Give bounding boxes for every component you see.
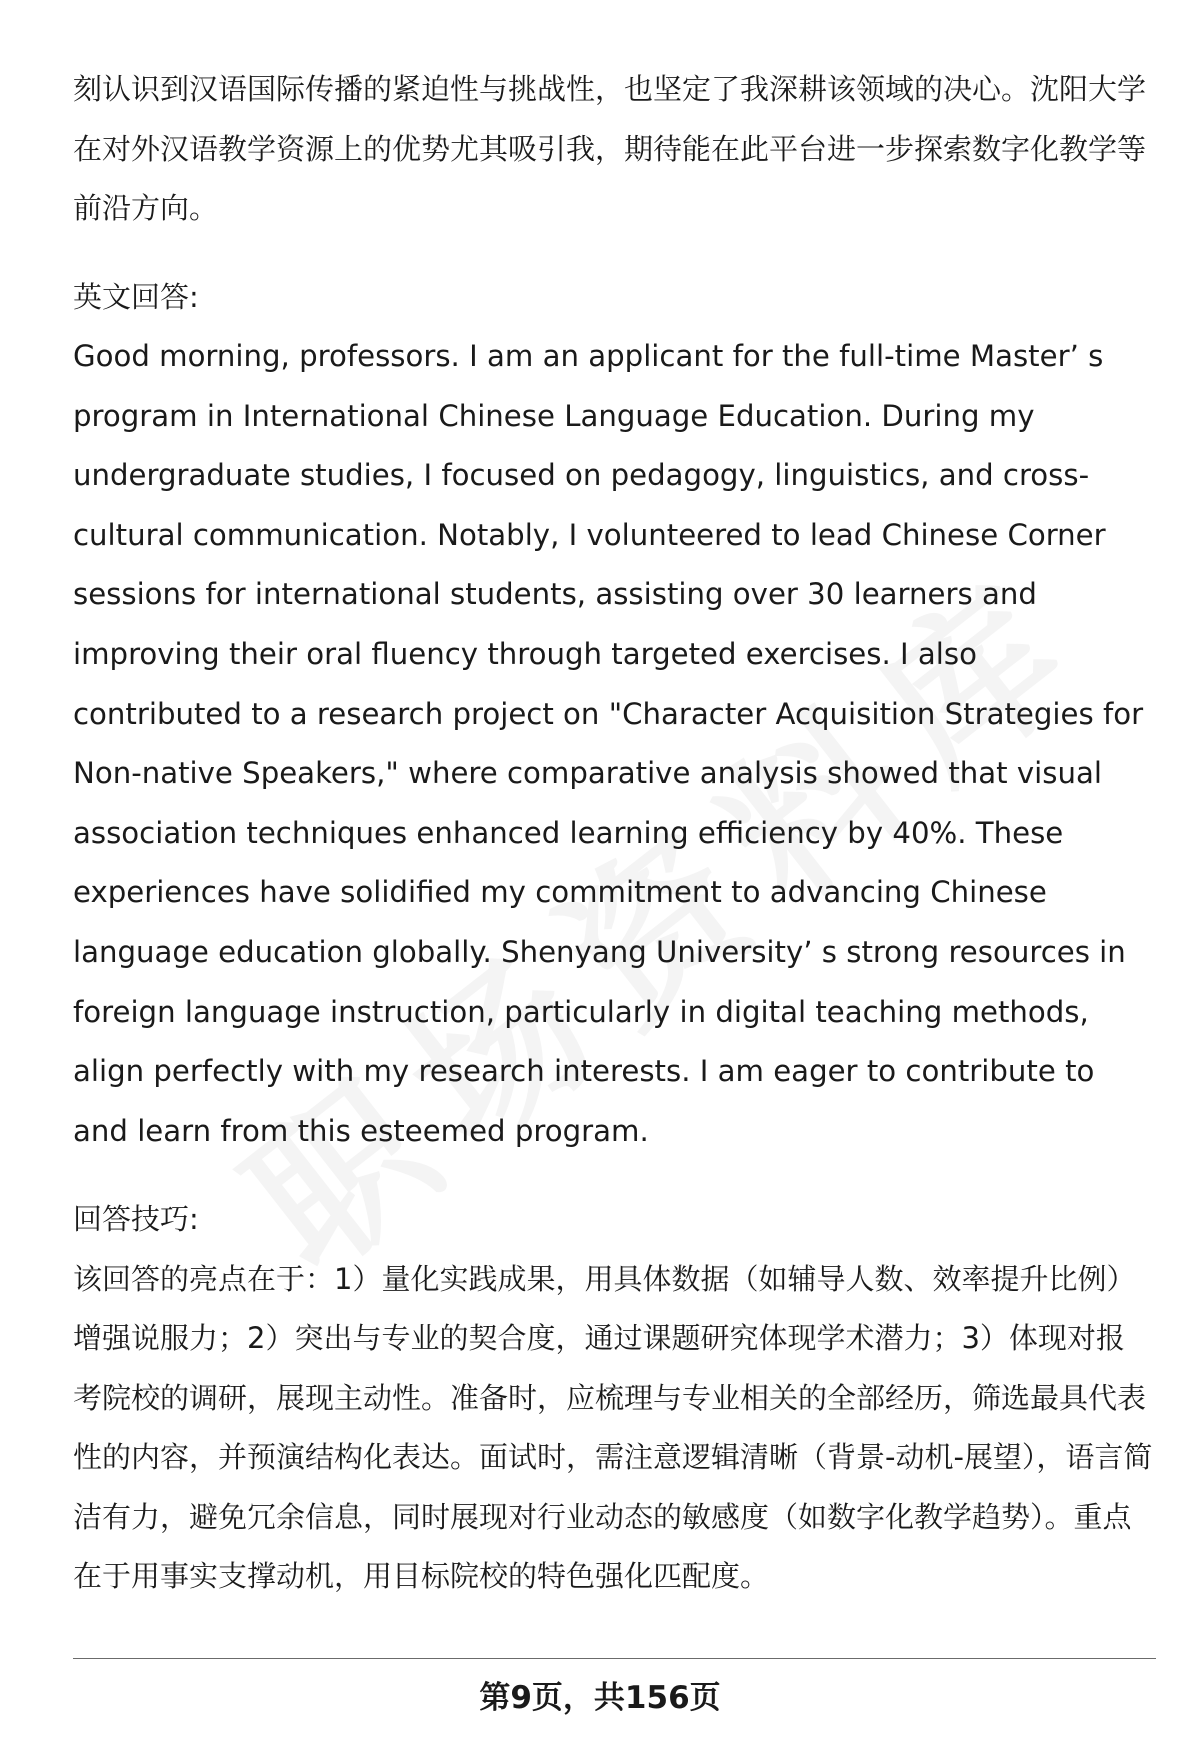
- english-answer-label: 英文回答:: [73, 279, 199, 314]
- section-gap: [73, 239, 1153, 268]
- english-answer-paragraph: Good morning, professors. I am an applicant for the full-time Master’ s program in International Chinese Language Education. During my undergraduate studies, I focused on pedagogy, linguistics, and cross-cultural communication. Notably, I volunteered to lead Chinese Corner sessions for international students, assisting over 30 learners and improving their oral fluency through targeted exercises. I also contributed to a research project on "Character Acquisition Strategies for Non-native Speakers," where comparative analysis showed that visual association techniques enhanced learning efficiency by 40%. These experiences have solidified my commitment to advancing Chinese language education globally. Shenyang University’ s strong resources in foreign language instruction, particularly in digital teaching methods, align perfectly with my research interests. I am eager to contribute to and learn from this esteemed program.: [73, 339, 1144, 1148]
- footer-divider: [73, 1658, 1156, 1659]
- tips-label: 回答技巧:: [73, 1202, 199, 1237]
- document-body: [73, 60, 1153, 1607]
- section-gap: [73, 1161, 1153, 1190]
- page-indicator: 第9页，共156页: [479, 1680, 721, 1716]
- intro-paragraph: 刻认识到汉语国际传播的紧迫性与挑战性，也坚定了我深耕该领域的决心。沈阳大学在对外汉语教学资源上的优势尤其吸引我，期待能在此平台进一步探索数字化教学等前沿方向。: [73, 72, 1147, 225]
- tips-paragraph: 该回答的亮点在于：1）量化实践成果，用具体数据（如辅导人数、效率提升比例）增强说服力；2）突出与专业的契合度，通过课题研究体现学术潜力；3）体现对报考院校的调研，展现主动性。准备时，应梳理与专业相关的全部经历，筛选最具代表性的内容，并预演结构化表达。面试时，需注意逻辑清晰（背景-动机-展望），语言简洁有力，避免冗余信息，同时展现对行业动态的敏感度（如数字化教学趋势）。重点在于用事实支撑动机，用目标院校的特色强化匹配度。: [73, 1261, 1153, 1594]
